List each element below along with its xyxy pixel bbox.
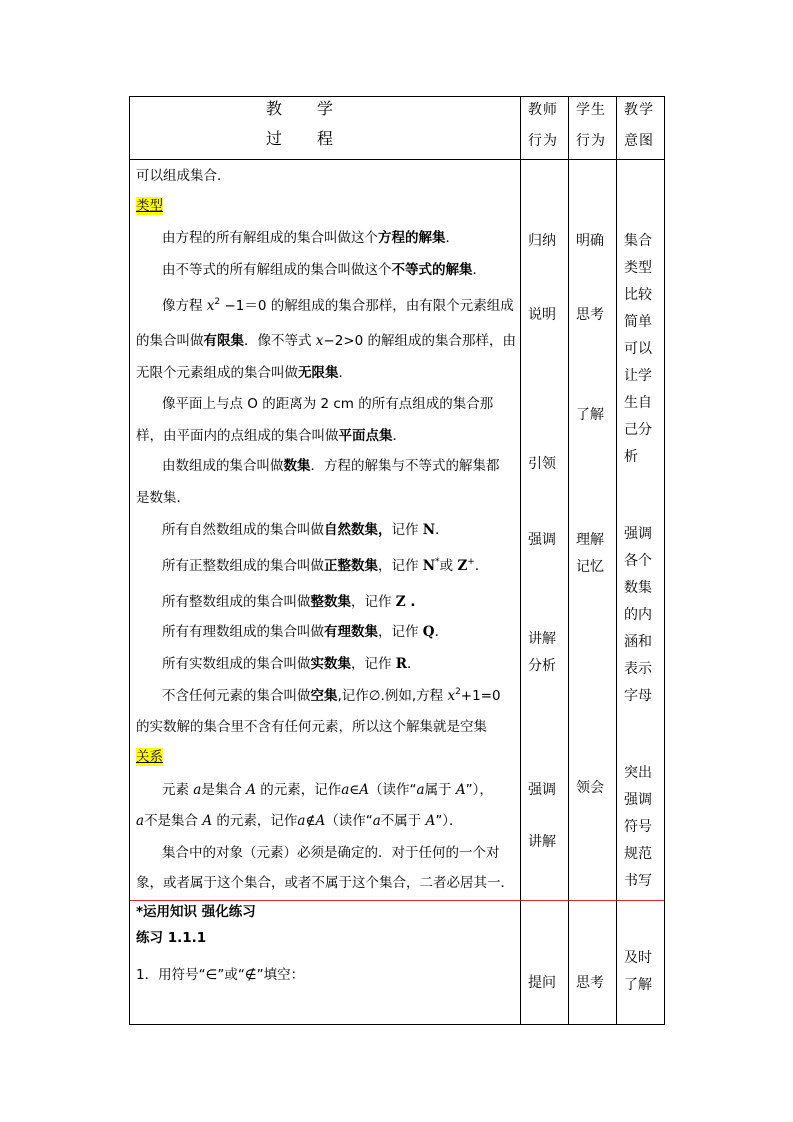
section-divider (129, 900, 664, 901)
text-line: 所有自然数组成的集合叫做自然数集，记作 N． (162, 522, 449, 538)
text-line: 像平面上与点 O 的距离为 2 cm 的所有点组成的集合那 (162, 396, 494, 412)
section-heading-type: 类型 (136, 198, 163, 214)
text-line: 所有实数组成的集合叫做实数集，记作 R． (162, 656, 421, 672)
column-divider-2 (568, 96, 569, 1025)
practice-title: *运用知识 强化练习 (136, 904, 256, 920)
text-line: 样，由平面内的点组成的集合叫做平面点集． (136, 428, 406, 444)
teacher-action: 归纳 (528, 233, 556, 249)
text-line: 所有整数组成的集合叫做整数集，记作 Z . (162, 594, 416, 610)
student-action: 思考 (576, 307, 604, 323)
text-line: 可以组成集合． (136, 168, 231, 184)
text-line: 所有正整数组成的集合叫做正整数集，记作 N*或 Z+． (162, 557, 489, 574)
text-line: 无限个元素组成的集合叫做无限集． (136, 365, 352, 381)
text-line: 是数集． (136, 490, 190, 506)
student-action: 了解 (576, 407, 604, 423)
header-divider (129, 159, 664, 160)
section-heading-relation: 关系 (136, 749, 163, 765)
teaching-intent: 及时了解 (624, 950, 652, 993)
column-divider-1 (520, 96, 521, 1025)
header-student-action: 学生行为 (576, 102, 606, 149)
header-teaching-intent: 教学意图 (624, 102, 654, 149)
student-action: 思考 (576, 975, 604, 991)
text-line: 的集合叫做有限集．像不等式 x−2>0 的解组成的集合那样，由 (136, 333, 517, 349)
teaching-intent: 突出强调符号规范书写 (624, 765, 652, 889)
text-line: 元素 a是集合 A 的元素，记作a∈A（读作“a属于 A”）， (162, 782, 493, 798)
text-line: 的实数解的集合里不含有任何元素，所以这个解集就是空集 (136, 719, 487, 735)
student-action: 领会 (576, 780, 604, 796)
practice-subtitle: 练习 1.1.1 (136, 930, 207, 946)
text-line: 象，或者属于这个集合，或者不属于这个集合，二者必居其一． (136, 875, 514, 891)
text-line: 由方程的所有解组成的集合叫做这个方程的解集． (162, 230, 459, 246)
student-action: 理解记忆 (576, 532, 604, 575)
teaching-intent: 集合类型比较简单可以让学生自己分析 (624, 233, 652, 465)
header-teacher-action: 教师行为 (528, 102, 558, 149)
header-teaching-process-line1: 教 学 (266, 99, 335, 118)
text-line: 像方程 $x^2 -1=0$ 的解组成的集合那样，由有限个元素组成 (162, 297, 514, 314)
text-line: 集合中的对象（元素）必须是确定的．对于任何的一个对 (162, 845, 500, 861)
teaching-intent: 强调各个数集的内涵和表示字母 (624, 526, 652, 704)
table-border-bottom (129, 1024, 664, 1025)
teacher-action: 提问 (528, 975, 556, 991)
teacher-action: 强调 (528, 782, 556, 798)
header-teaching-process-line2: 过 程 (266, 129, 335, 148)
text-line: 由不等式的所有解组成的集合叫做这个不等式的解集． (162, 262, 486, 278)
teacher-action: 强调 (528, 532, 556, 548)
teacher-action: 说明 (528, 307, 556, 323)
text-line: a不是集合 A 的元素，记作a∉A（读作“a不属于 A”）． (136, 813, 463, 829)
student-action: 明确 (576, 233, 604, 249)
table-border-left (129, 96, 130, 1025)
teacher-action: 引领 (528, 456, 556, 472)
teacher-action: 讲解分析 (528, 631, 556, 674)
text-line: 所有有理数组成的集合叫做有理数集，记作 Q． (162, 624, 449, 640)
practice-question-1: 1．用符号“∈”或“∉”填空： (136, 967, 305, 983)
text-line: 由数组成的集合叫做数集．方程的解集与不等式的解集都 (162, 458, 500, 474)
column-divider-3 (616, 96, 617, 1025)
teacher-action: 讲解 (528, 834, 556, 850)
text-line: 不含任何元素的集合叫做空集,记作∅.例如,方程 $x^2+1=0$ (162, 687, 501, 704)
table-border-right (664, 96, 665, 1025)
